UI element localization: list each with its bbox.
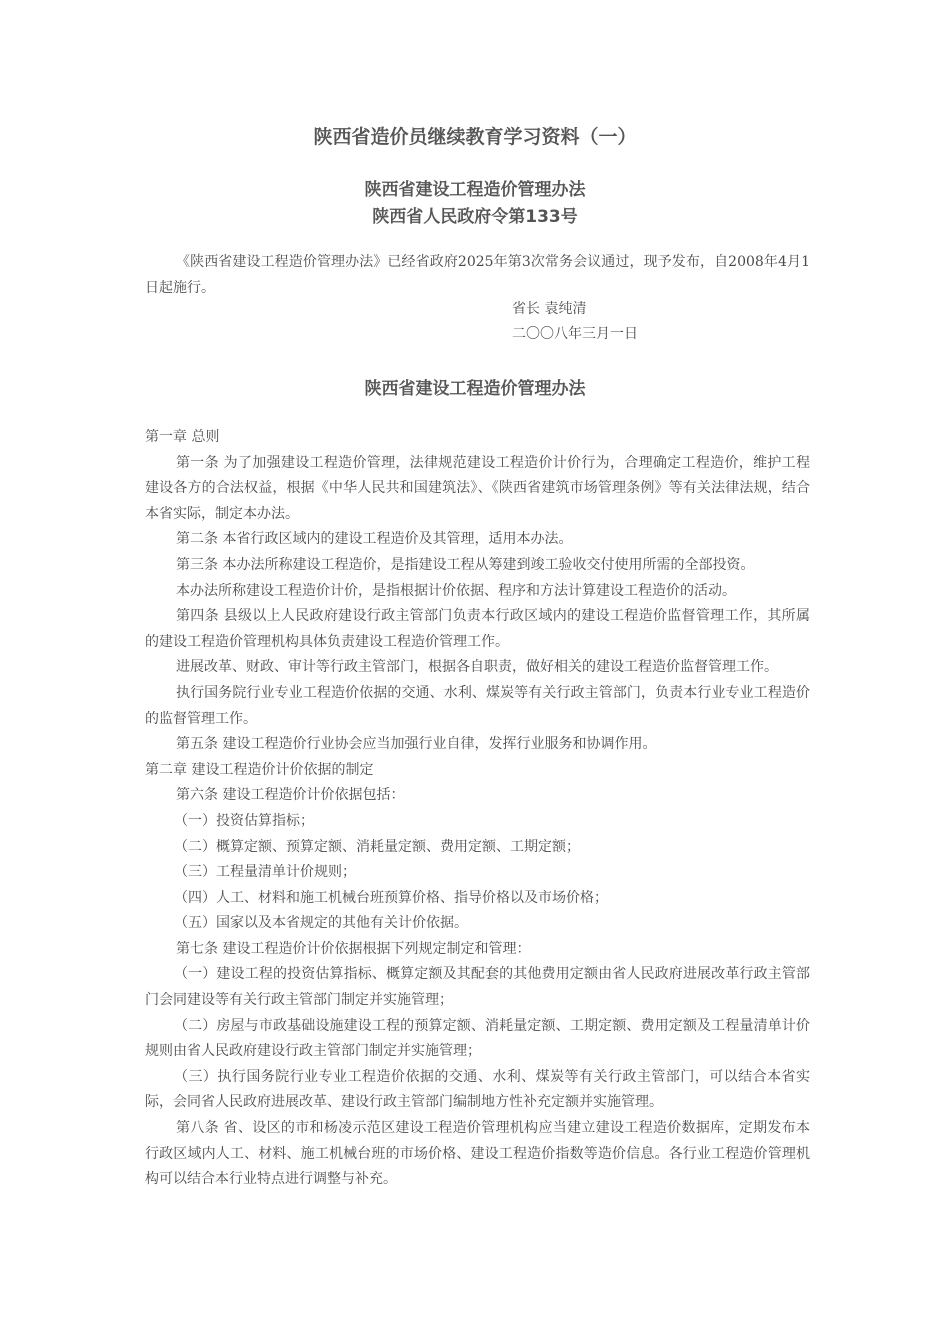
decree-number: 陕西省人民政府令第133号 xyxy=(372,207,578,227)
document-title: 陕西省造价员继续教育学习资料（一） xyxy=(313,126,637,148)
article-paragraph: 第一条 为了加强建设工程造价管理，法律规范建设工程造价计价行为，合理确定工程造价，维护工程建设各方的合法权益，根据《中华人民共和国建筑法》、《陕西省建筑市场管理条例》等有关法律法规，结合本省实际，制定本办法。 xyxy=(145,454,810,522)
article-paragraph: 进展改革、财政、审计等行政主管部门，根据各自职责，做好相关的建设工程造价监督管理工作。 xyxy=(176,659,778,676)
list-item: （二）概算定额、预算定额、消耗量定额、费用定额、工期定额； xyxy=(174,838,580,855)
chapter-heading: 第一章 总则 xyxy=(145,429,220,445)
document-body xyxy=(145,425,810,1193)
chapter-heading: 第二章 建设工程造价计价依据的制定 xyxy=(145,761,374,778)
list-item: （一）投资估算指标； xyxy=(174,812,314,829)
article-paragraph: 第七条 建设工程造价计价依据根据下列规定制定和管理： xyxy=(176,940,531,957)
regulation-title: 陕西省建设工程造价管理办法 xyxy=(364,180,586,200)
article-paragraph: 第六条 建设工程造价计价依据包括： xyxy=(176,787,405,804)
article-paragraph: 第八条 省、设区的市和杨凌示范区建设工程造价管理机构应当建立建设工程造价数据库，定期发布本行政区域内人工、材料、施工机械台班的市场价格、建设工程造价指数等造价信息。各行业工程造价管理机构可以结合本行业特点进行调整与补充。 xyxy=(145,1120,810,1188)
article-paragraph: 第四条 县级以上人民政府建设行政主管部门负责本行政区域内的建设工程造价监督管理工作，其所属的建设工程造价管理机构具体负责建设工程造价管理工作。 xyxy=(145,608,810,650)
article-paragraph: 第五条 建设工程造价行业协会应当加强行业自律，发挥行业服务和协调作用。 xyxy=(176,736,657,753)
list-item: （四）人工、材料和施工机械台班预算价格、指导价格以及市场价格； xyxy=(174,889,608,906)
signature-name: 省长 袁纯清 xyxy=(512,301,587,317)
list-item: （三）工程量清单计价规则； xyxy=(174,864,356,881)
list-item: （一）建设工程的投资估算指标、概算定额及其配套的其他费用定额由省人民政府进展改革行政主管部门会同建设等有关行政主管部门制定并实施管理； xyxy=(145,966,810,1009)
list-item: （五）国家以及本省规定的其他有关计价依据。 xyxy=(174,915,468,932)
list-item: （三）执行国务院行业专业工程造价依据的交通、水利、煤炭等有关行政主管部门，可以结合本省实际，会同省人民政府进展改革、建设行政主管部门编制地方性补充定额并实施管理。 xyxy=(145,1068,810,1111)
article-paragraph: 第二条 本省行政区域内的建设工程造价及其管理，适用本办法。 xyxy=(176,531,573,548)
article-paragraph: 第三条 本办法所称建设工程造价，是指建设工程从筹建到竣工验收交付使用所需的全部投资。 xyxy=(176,556,755,573)
section-title: 陕西省建设工程造价管理办法 xyxy=(364,379,586,399)
decree-paragraph: 《陕西省建设工程造价管理办法》已经省政府2025年第3次常务会议通过，现予发布，自2008年4月1日起施行。 xyxy=(145,254,810,296)
article-paragraph: 执行国务院行业专业工程造价依据的交通、水利、煤炭等有关行政主管部门，负责本行业专业工程造价的监督管理工作。 xyxy=(145,684,810,727)
article-paragraph: 本办法所称建设工程造价计价，是指根据计价依据、程序和方法计算建设工程造价的活动。 xyxy=(176,582,736,599)
signature-date: 二〇〇八年三月一日 xyxy=(512,326,638,342)
list-item: （二）房屋与市政基础设施建设工程的预算定额、消耗量定额、工期定额、费用定额及工程量清单计价规则由省人民政府建设行政主管部门制定并实施管理； xyxy=(145,1017,810,1060)
